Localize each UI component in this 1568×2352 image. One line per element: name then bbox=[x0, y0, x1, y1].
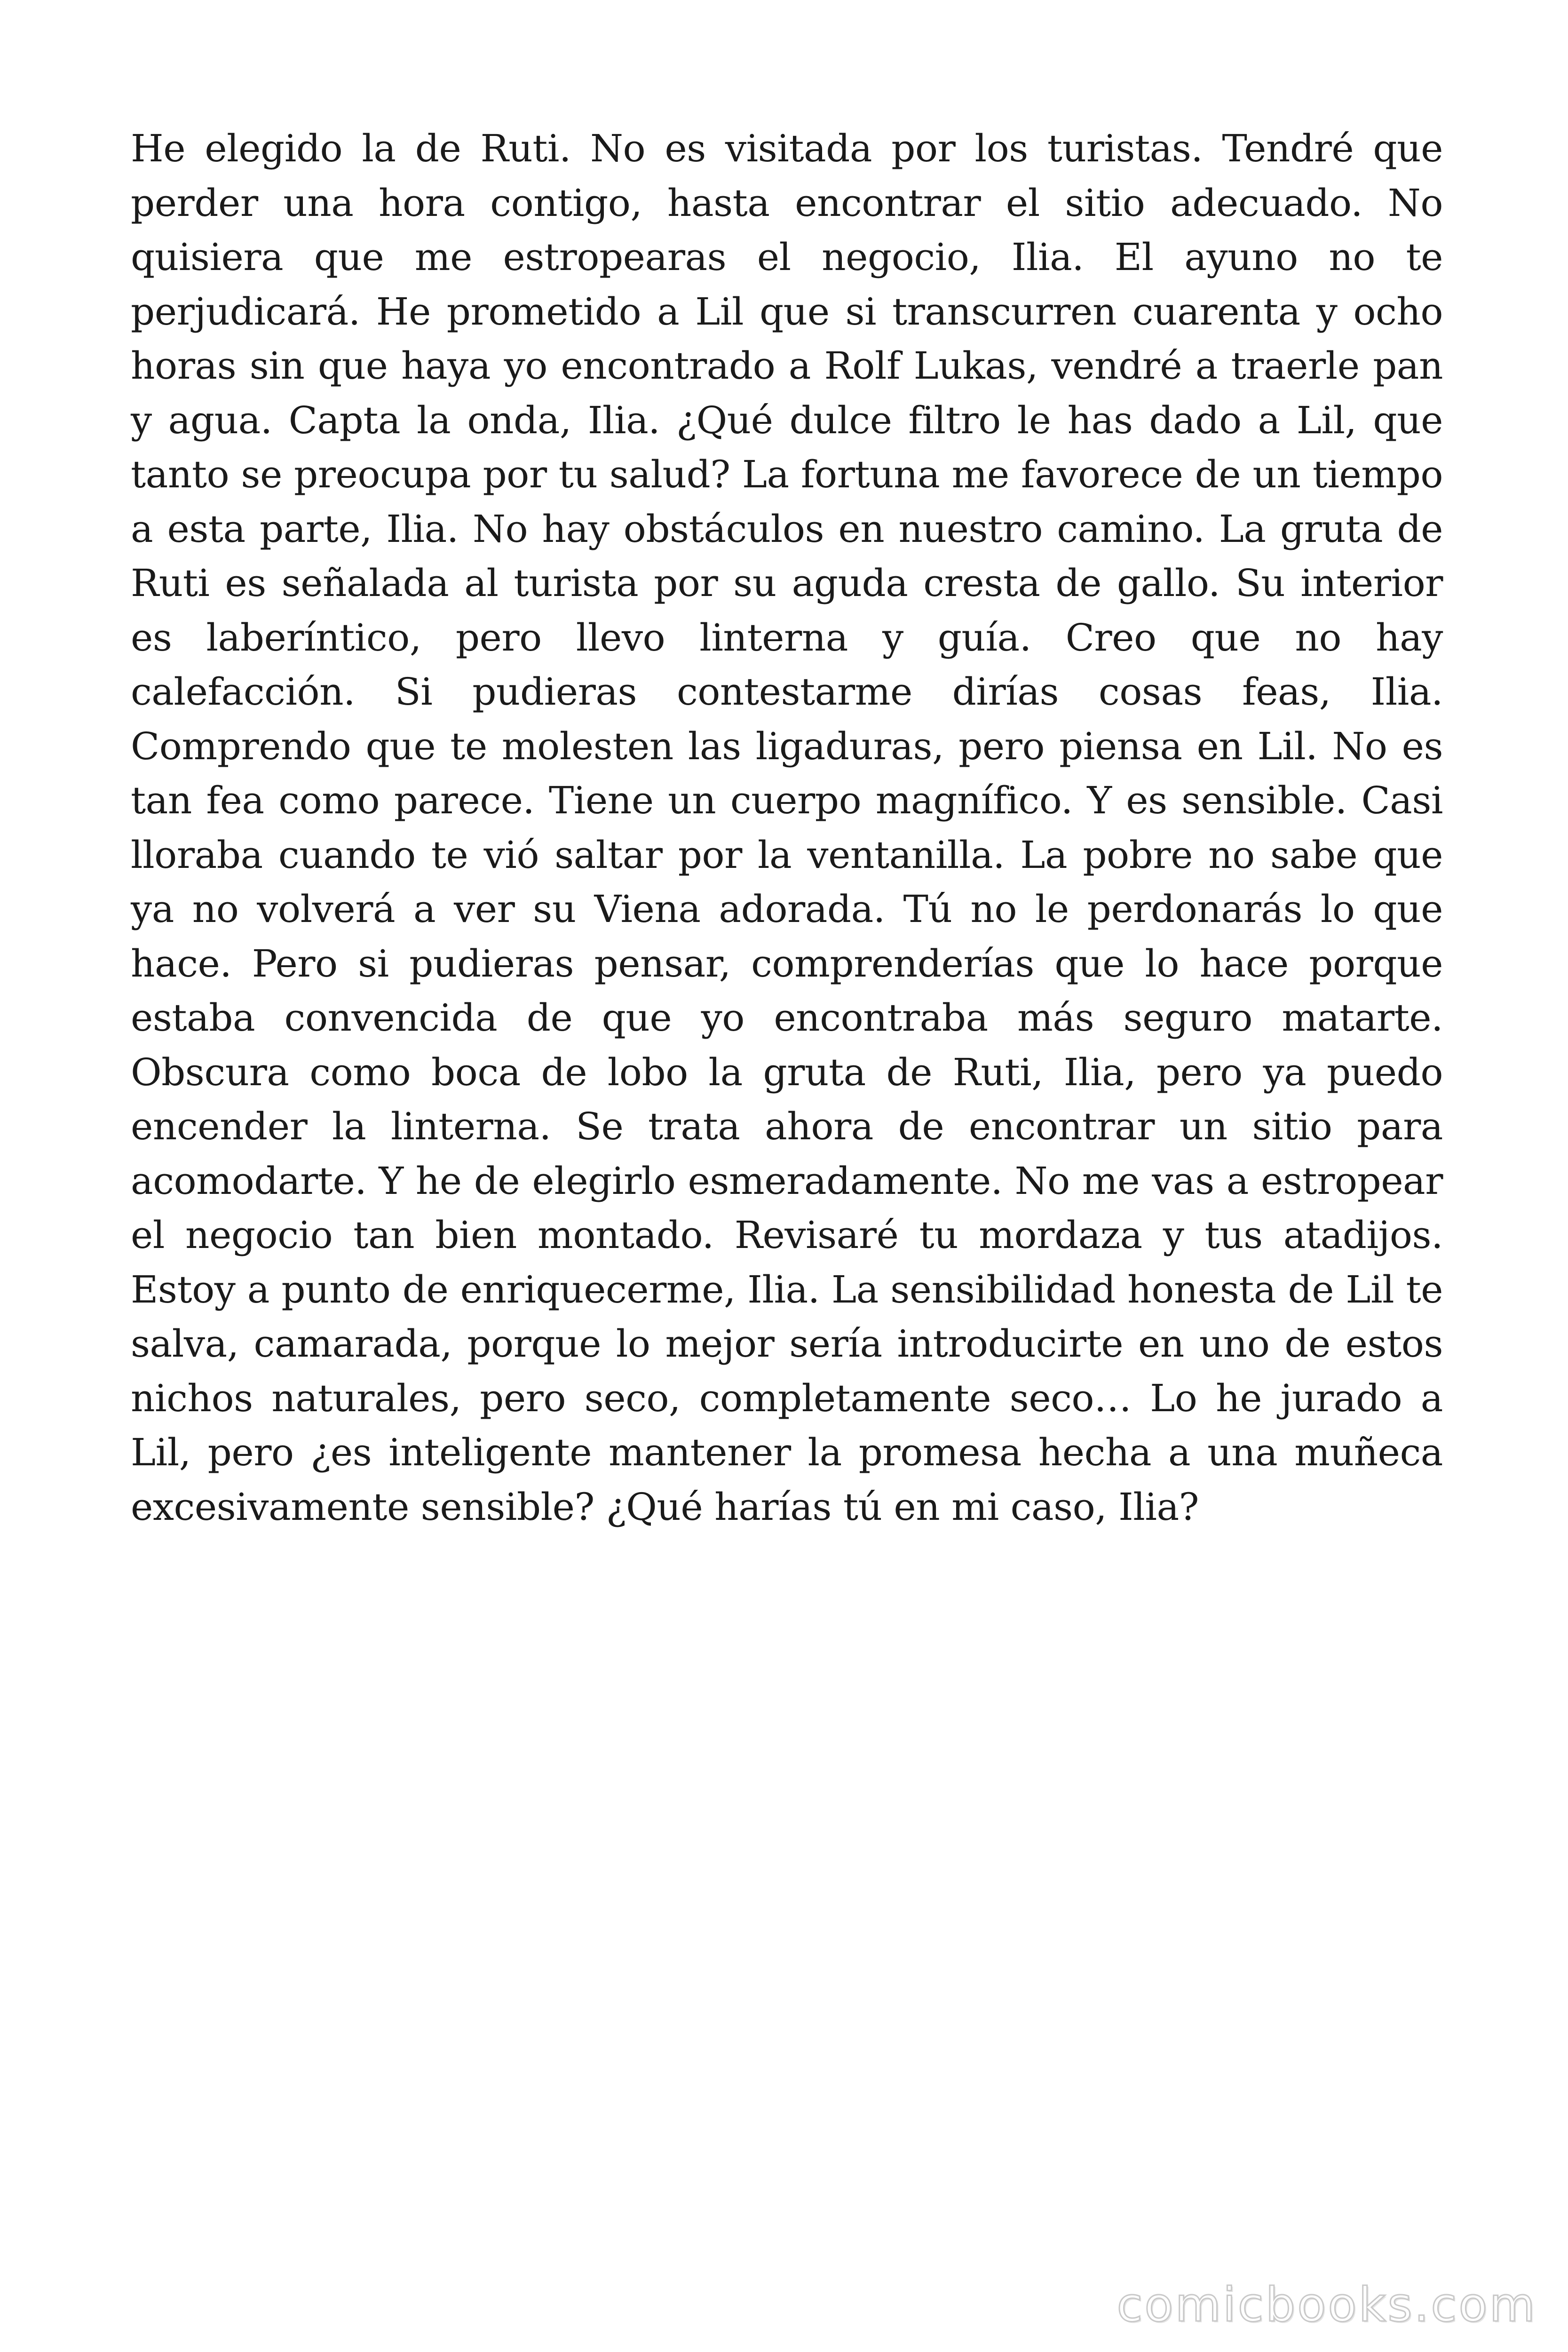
watermark-logo: comicbooks.com bbox=[1117, 2277, 1537, 2332]
body-paragraph: He elegido la de Ruti. No es visitada por los turistas. Tendré que perder una hora contigo, hasta encontrar el sitio adecuado. No quisiera que me estropearas el negocio, Ilia. El ayuno no te perjudicará. He prometido a Lil que si transcurren cuarenta y ocho horas sin que haya yo encontrado a Rolf Lukas, vendré a traerle pan y agua. Capta la onda, Ilia. ¿Qué dulce filtro le has dado a Lil, que tanto se preocupa por tu salud? La fortuna me favorece de un tiempo a esta parte, Ilia. No hay obstáculos en nuestro camino. La gruta de Ruti es señalada al turista por su aguda cresta de gallo. Su interior es laberíntico, pero llevo linterna y guía. Creo que no hay calefacción. Si pudieras contestarme dirías cosas feas, Ilia. Comprendo que te molesten las ligaduras, pero piensa en Lil. No es tan fea como parece. Tiene un cuerpo magnífico. Y es sensible. Casi lloraba cuando te vió saltar por la ventanilla. La pobre no sabe que ya no volverá a ver su Viena adorada. Tú no le perdonarás lo que hace. Pero si pudieras pensar, comprenderías que lo hace porque estaba convencida de que yo encontraba más seguro matarte. Obscura como boca de lobo la gruta de Ruti, Ilia, pero ya puedo encender la linterna. Se trata ahora de encontrar un sitio para acomodarte. Y he de elegirlo esmeradamente. No me vas a estropear el negocio tan bien montado. Revisaré tu mordaza y tus atadijos. Estoy a punto de enriquecerme, Ilia. La sensibilidad honesta de Lil te salva, camarada, porque lo mejor sería introducirte en uno de estos nichos naturales, pero seco, completamente seco… Lo he jurado a Lil, pero ¿es inteligente mantener la promesa hecha a una muñeca excesivamente sensible? ¿Qué harías tú en mi caso, Ilia? bbox=[131, 127, 1443, 1529]
